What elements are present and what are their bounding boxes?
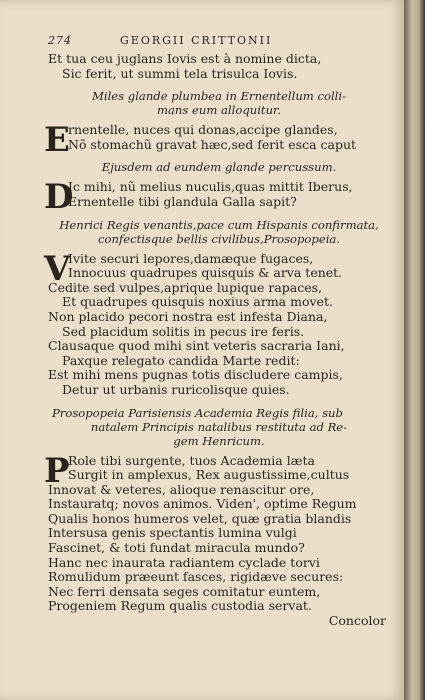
verse-line: Sed placidum solitis in pecus ire feris. (62, 323, 305, 339)
verse-line: Nec ferri densata seges comitatur euntem, (48, 583, 321, 599)
page-number: 274 (48, 34, 72, 47)
poem-heading: mans eum alloquitur. (157, 103, 281, 118)
poem-heading: Ejusdem ad eundem glande percussum. (101, 160, 337, 175)
poem-heading: natalem Principis natalibus restituta ad Re- (90, 419, 348, 434)
poem-ejusdem (44, 160, 390, 218)
adjacent-page-edge (404, 0, 425, 700)
drop-cap: D (44, 177, 74, 218)
verse-line: Progeniem Regum qualis custodia servat. (48, 598, 312, 614)
drop-cap: E (44, 120, 70, 161)
verse-line: Ic mihi, nũ melius nuculis,quas mittit Iberus, (68, 179, 353, 195)
verse-block-1 (48, 52, 390, 81)
running-head (48, 34, 390, 48)
poem-heading: confectisque bellis civilibus,Prosopopeia. (97, 231, 341, 246)
poem-heading: Prosopopeia Parisiensis Academia Regis filia, sub (52, 405, 343, 420)
verse-line: Innovat & veteres, alioque renascitur ore, (48, 481, 315, 497)
verse-line: Intersusa genis spectantis lumina vulgi (48, 525, 297, 541)
verse-line: Clausaque quod mihi sint veteris sacraria Iani, (48, 338, 345, 354)
verse-line: Surgit in amplexus, Rex augustissime,cultus (68, 467, 350, 483)
poem-henrici-regis (44, 217, 390, 398)
catchword: Concolor (328, 613, 386, 629)
verse-line: Nõ stomachũ gravat hæc,sed ferit esca caput (68, 136, 357, 152)
verse-line: Cedite sed vulpes,aprique lupique rapaces, (48, 279, 323, 295)
poem-prosopopeia (44, 405, 390, 629)
verse-line: Fascinet, & toti fundat miracula mundo? (48, 540, 305, 556)
verse-line: Ivite securi lepores,damæque fugaces, (68, 250, 314, 266)
drop-cap: V (44, 248, 71, 289)
verse-line: Est mihi mens pugnas totis discludere campis, (48, 367, 343, 383)
verse-line: Et quadrupes quisquis noxius arma movet. (62, 294, 333, 310)
verse-line: Instauratq; novos animos. Viden', optime Regum (48, 496, 357, 512)
verse-line: Ernentelle tibi glandula Galla sapit? (68, 193, 297, 209)
verse-line: Detur ut urbanis ruricolisque quies. (62, 381, 290, 397)
drop-cap: P (44, 450, 70, 491)
poem-miles-glande (44, 89, 390, 161)
verse-line: Hanc nec inaurata radiantem cyclade torvi (48, 554, 320, 570)
poem-heading: Miles glande plumbea in Ernentellum colli- (92, 89, 346, 104)
verse-line: Role tibi surgente, tuos Academia læta (68, 452, 315, 468)
verse-line: Qualis honos humeros velet, quæ gratia blandis (48, 510, 352, 526)
running-title: GEORGII CRITTONII (120, 34, 273, 47)
verse-line: Romulidum præeunt fasces, rigidæve secures: (48, 569, 344, 585)
verse-line: Et tua ceu juglans Iovis est à nomine dicta, (48, 51, 322, 66)
verse-line: Non placido pecori nostra est infesta Diana, (48, 308, 328, 324)
verse-line: Innocuus quadrupes quisquis & arva tenet. (68, 265, 343, 281)
verse-line: rnentelle, nuces qui donas,accipe glandes, (68, 122, 338, 138)
verse-line: Paxque relegato candida Marte redit: (62, 352, 300, 368)
poem-heading: gem Henricum. (173, 433, 265, 448)
poem-heading: Henrici Regis venantis,pace cum Hispanis confirmata, (59, 217, 379, 232)
page-text (44, 34, 390, 629)
verse-line: Sic ferit, ut summi tela trisulca Iovis. (62, 65, 298, 81)
